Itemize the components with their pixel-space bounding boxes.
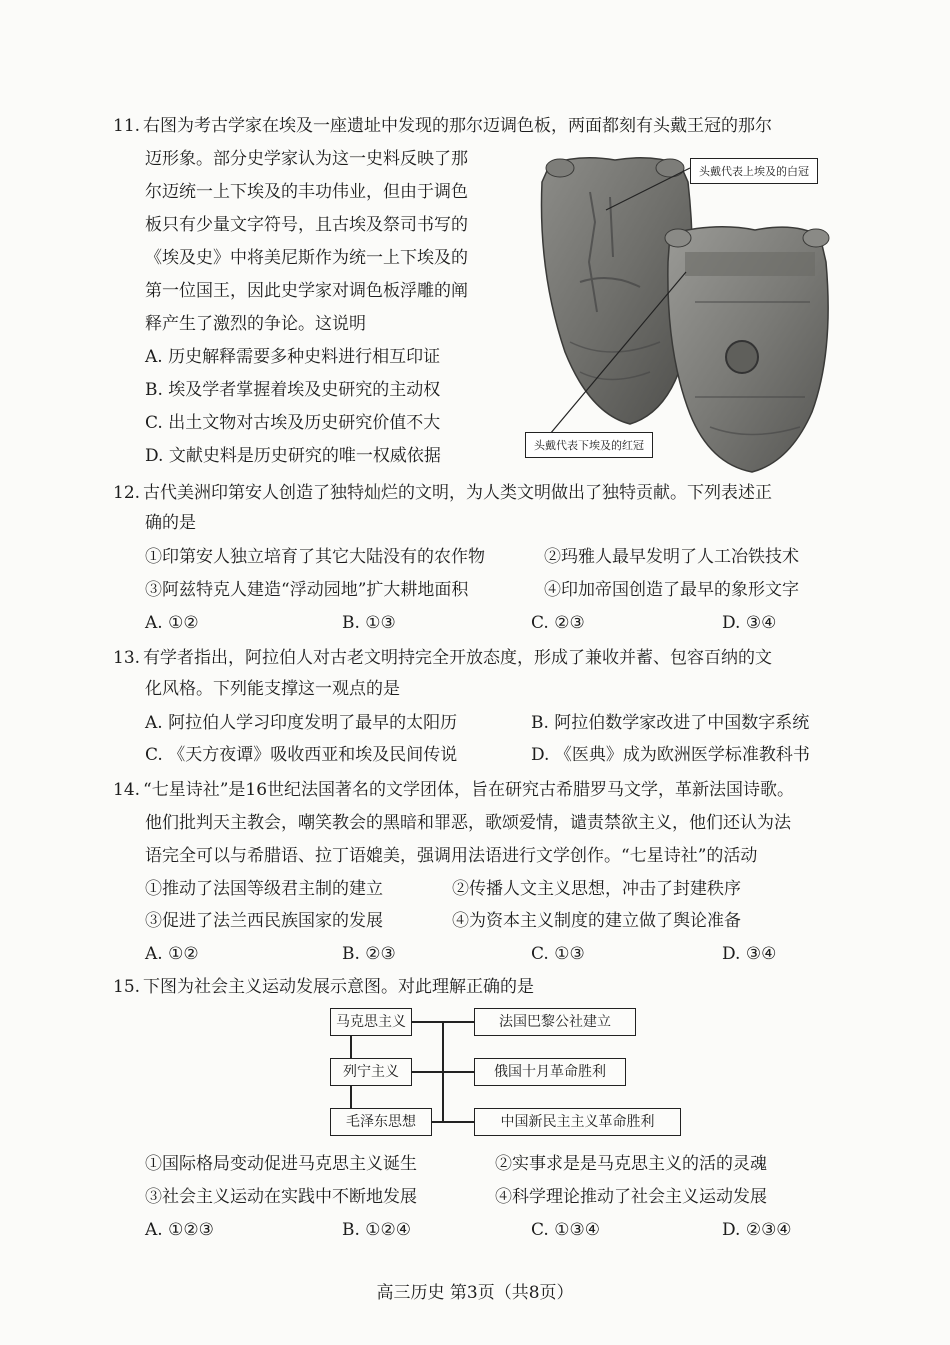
callout-red-crown: 头戴代表下埃及的红冠 [525,432,653,458]
statement-3: ③社会主义运动在实践中不断地发展 [145,1187,417,1207]
palette-circle-relief [726,341,758,373]
question-stem-line: 右图为考古学家在埃及一座遗址中发现的那尔迈调色板，两面都刻有头戴王冠的那尔 [143,116,772,136]
question-stem-line: 确的是 [145,513,196,533]
question-number: 13. [113,648,141,668]
option-d[interactable]: D. ③④ [722,944,777,964]
callout-white-crown: 头戴代表上埃及的白冠 [690,158,818,184]
option-c[interactable]: C. ②③ [531,613,585,633]
statement-4: ④印加帝国创造了最早的象形文字 [544,580,799,600]
question-number: 14. [113,780,141,800]
statement-3: ③促进了法兰西民族国家的发展 [145,911,383,931]
option-d[interactable]: D. ②③④ [722,1220,792,1240]
statement-1: ①推动了法国等级君主制的建立 [145,879,383,899]
option-d[interactable]: D. 《医典》成为欧洲医学标准教科书 [531,745,810,765]
narmer-palette-figure [520,152,865,474]
option-c[interactable]: C. 出土文物对古埃及历史研究价值不大 [145,413,441,433]
option-a[interactable]: A. 阿拉伯人学习印度发明了最早的太阳历 [145,713,458,733]
option-a[interactable]: A. ①② [145,613,199,633]
diagram-box-marxism: 马克思主义 [330,1008,412,1036]
diagram-box-mao-thought: 毛泽东思想 [330,1108,432,1136]
question-stem-line: “七星诗社”是16世纪法国著名的文学团体，旨在研究古希腊罗马文学，革新法国诗歌。 [143,780,795,800]
diagram-box-new-democratic-revolution: 中国新民主主义革命胜利 [474,1108,681,1136]
diagram-connector [430,1121,474,1123]
diagram-connector [410,1021,474,1023]
option-d[interactable]: D. 文献史料是历史研究的唯一权威依据 [145,446,441,466]
option-b[interactable]: B. 埃及学者掌握着埃及史研究的主动权 [145,380,441,400]
statement-1: ①印第安人独立培育了其它大陆没有的农作物 [145,547,485,567]
diagram-box-leninism: 列宁主义 [330,1058,412,1086]
question-stem-line: 语完全可以与希腊语、拉丁语媲美，强调用法语进行文学创作。“七星诗社”的活动 [145,846,758,866]
option-c[interactable]: C. ①③④ [531,1220,600,1240]
option-a[interactable]: A. 历史解释需要多种史料进行相互印证 [145,347,441,367]
question-stem-line: 尔迈统一上下埃及的丰功伟业，但由于调色 [145,182,468,202]
diagram-connector [410,1071,474,1073]
palette-illustration [520,152,865,474]
option-c[interactable]: C. ①③ [531,944,585,964]
question-number: 12. [113,483,141,503]
option-a[interactable]: A. ①②③ [145,1220,214,1240]
question-stem-line: 他们批判天主教会，嘲笑教会的黑暗和罪恶，歌颂爱情，谴责禁欲主义，他们还认为法 [145,813,791,833]
question-stem-line: 《埃及史》中将美尼斯作为统一上下埃及的 [145,248,468,268]
option-b[interactable]: B. ①③ [342,613,396,633]
option-a[interactable]: A. ①② [145,944,199,964]
question-number: 11. [113,116,141,136]
diagram-box-october-revolution: 俄国十月革命胜利 [474,1058,626,1086]
statement-2: ②玛雅人最早发明了人工冶铁技术 [544,547,799,567]
option-b[interactable]: B. ①②④ [342,1220,412,1240]
option-b[interactable]: B. ②③ [342,944,396,964]
statement-2: ②传播人文主义思想，冲击了封建秩序 [452,879,741,899]
option-b[interactable]: B. 阿拉伯数学家改进了中国数字系统 [531,713,810,733]
question-stem-line: 下图为社会主义运动发展示意图。对此理解正确的是 [143,977,534,997]
statement-4: ④为资本主义制度的建立做了舆论准备 [452,911,741,931]
question-stem-line: 第一位国王，因此史学家对调色板浮雕的阐 [145,281,468,301]
question-stem-line: 释产生了激烈的争论。这说明 [145,314,366,334]
question-stem-line: 古代美洲印第安人创造了独特灿烂的文明，为人类文明做出了独特贡献。下列表述正 [143,483,772,503]
question-stem-line: 板只有少量文字符号，且古埃及祭司书写的 [145,215,468,235]
option-d[interactable]: D. ③④ [722,613,777,633]
question-stem-line: 有学者指出，阿拉伯人对古老文明持完全开放态度，形成了兼收并蓄、包容百纳的文 [143,648,772,668]
question-stem-line: 化风格。下列能支撑这一观点的是 [145,679,400,699]
option-c[interactable]: C. 《天方夜谭》吸收西亚和埃及民间传说 [145,745,458,765]
statement-1: ①国际格局变动促进马克思主义诞生 [145,1154,417,1174]
question-number: 15. [113,977,141,997]
statement-3: ③阿兹特克人建造“浮动园地”扩大耕地面积 [145,580,469,600]
question-stem-line: 迈形象。部分史学家认为这一史料反映了那 [145,149,468,169]
statement-2: ②实事求是是马克思主义的活的灵魂 [495,1154,767,1174]
diagram-box-paris-commune: 法国巴黎公社建立 [474,1008,636,1036]
statement-4: ④科学理论推动了社会主义运动发展 [495,1187,767,1207]
page-footer: 高三历史 第3页（共8页） [376,1283,574,1303]
